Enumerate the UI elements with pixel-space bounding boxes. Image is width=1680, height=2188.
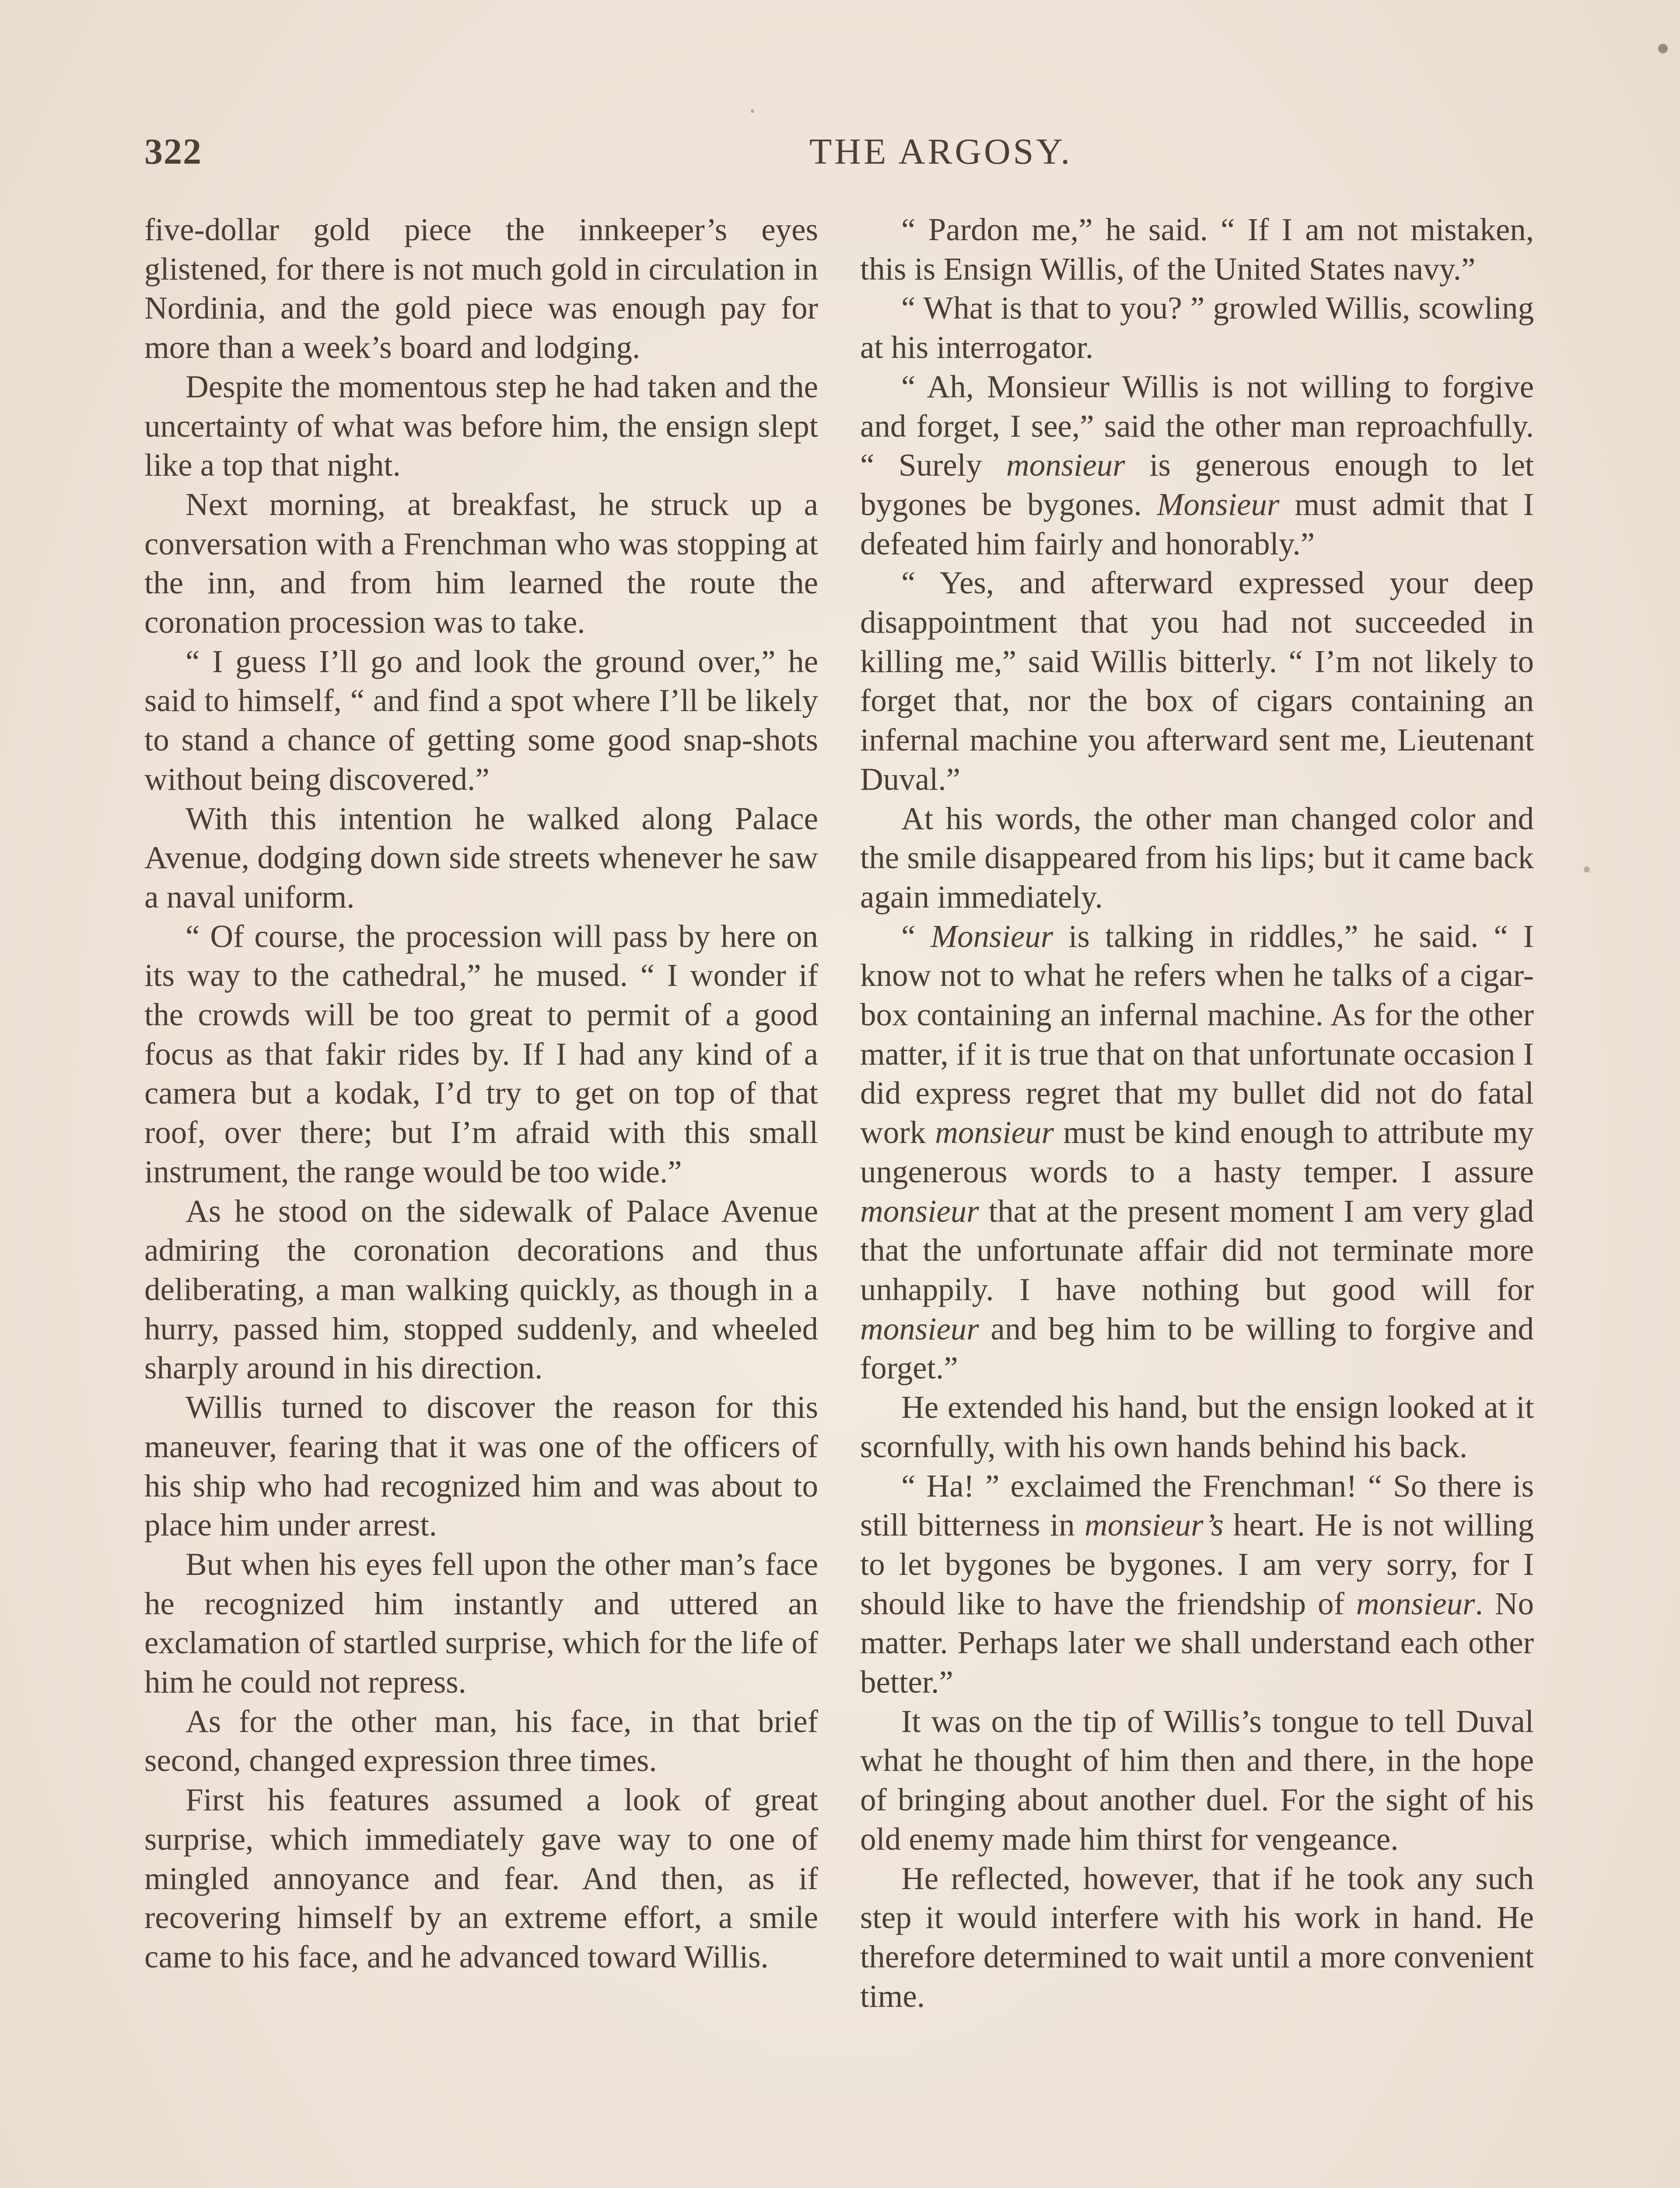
text-run: . No matter. Perhaps later we shall understand each other better.” bbox=[860, 1585, 1534, 1700]
text-run: He reflected, however, that if he took any such step it would interfere with his work in hand. He therefore determined to wait until a more convenient time. bbox=[860, 1860, 1534, 2014]
paragraph bbox=[144, 485, 818, 642]
paragraph bbox=[860, 1859, 1534, 2016]
left-text-column bbox=[144, 210, 818, 1977]
text-run: With this intention he walked along Palace Avenue, dodging down side streets whenever he saw a naval uniform. bbox=[144, 800, 818, 915]
italic-text: monsieur bbox=[1006, 447, 1125, 483]
text-run: Despite the momentous step he had taken and the uncertainty of what was before him, the ensign slept like a top that night. bbox=[144, 368, 818, 483]
text-run: “ bbox=[901, 918, 931, 954]
paragraph bbox=[144, 210, 818, 367]
text-run: First his features assumed a look of great surprise, which immediately gave way to one of mingled annoyance and fear. And then, as if recovering himself by an extreme effort, a smile came to his face, and he advanced toward Willis. bbox=[144, 1782, 818, 1974]
right-text-column bbox=[860, 210, 1534, 2016]
text-run: must admit that I defeated him fairly and honorably.” bbox=[860, 486, 1534, 561]
text-run: five-dollar gold piece the innkeeper’s eyes glistened, for there is not much gold in circulation in Nordinia, and the gold piece was enough pay for more than a week’s board and lodging. bbox=[144, 212, 818, 365]
italic-text: Monsieur bbox=[1157, 486, 1280, 522]
text-run: is talking in riddles,” he said. “ I know not to what he refers when he talks of a cigar-box containing an infernal machine. As for the other matter, if it is true that on that unfortunate occasion I did express regret that my bullet did not do fatal work bbox=[860, 918, 1534, 1150]
paragraph bbox=[144, 367, 818, 485]
text-run: “ Ha! ” exclaimed the Frenchman! “ So there is still bitterness in bbox=[860, 1468, 1534, 1543]
paper-speck bbox=[1658, 44, 1668, 53]
paragraph bbox=[860, 1702, 1534, 1859]
text-run: At his words, the other man changed color and the smile disappeared from his lips; but it came back again immediately. bbox=[860, 800, 1534, 915]
paragraph bbox=[144, 1388, 818, 1545]
paragraph bbox=[144, 917, 818, 1192]
italic-text: monsieur bbox=[1356, 1585, 1475, 1621]
text-run: He extended his hand, but the ensign looked at it scornfully, with his own hands behind his back. bbox=[860, 1389, 1534, 1464]
text-run: “ Pardon me,” he said. “ If I am not mistaken, this is Ensign Willis, of the United States navy.” bbox=[860, 212, 1534, 287]
paragraph bbox=[860, 288, 1534, 367]
text-run: “ Ah, Monsieur Willis is not willing to forgive and forget, I see,” said the other man reproachfully. “ Surely bbox=[860, 368, 1534, 483]
italic-text: monsieur bbox=[860, 1193, 979, 1229]
text-run: “ What is that to you? ” growled Willis, scowling at his interrogator. bbox=[860, 290, 1534, 365]
text-run: “ I guess I’ll go and look the ground over,” he said to himself, “ and find a spot where I’ll be likely to stand a chance of getting some good snap-shots without being discovered.” bbox=[144, 643, 818, 797]
paragraph bbox=[860, 1466, 1534, 1702]
text-run: As he stood on the sidewalk of Palace Avenue admiring the coronation decorations and thus deliberating, a man walking quickly, as though in a hurry, passed him, stopped suddenly, and wheeled sharply around in his direction. bbox=[144, 1193, 818, 1386]
text-run: “ Yes, and afterward expressed your deep disappointment that you had not succeeded in killing me,” said Willis bitterly. “ I’m not likely to forget that, nor the box of cigars containing an infernal machine you afterward sent me, Lieutenant Duval.” bbox=[860, 565, 1534, 797]
paragraph bbox=[860, 1388, 1534, 1466]
page-number: 322 bbox=[144, 131, 202, 172]
running-title: THE ARGOSY. bbox=[809, 131, 1073, 172]
text-run: heart. He is not willing to let bygones be bygones. I am very sorry, for I should like to have the friendship of bbox=[860, 1507, 1534, 1621]
paragraph bbox=[144, 1192, 818, 1388]
paper-speck bbox=[751, 109, 754, 113]
text-run: Next morning, at breakfast, he struck up a conversation with a Frenchman who was stopping at the inn, and from him learned the route the coronation procession was to take. bbox=[144, 486, 818, 640]
paragraph bbox=[144, 799, 818, 917]
paragraph bbox=[860, 210, 1534, 288]
paragraph bbox=[860, 799, 1534, 917]
italic-text: Monsieur bbox=[931, 918, 1054, 954]
text-run: “ Of course, the procession will pass by here on its way to the cathedral,” he mused. “ I wonder if the crowds will be too great to permit of a good focus as that fakir rides by. If I had any kind of a camera but a kodak, I’d try to get on top of that roof, over there; but I’m afraid with this small instrument, the range would be too wide.” bbox=[144, 918, 818, 1189]
paragraph bbox=[144, 1780, 818, 1977]
text-run: and beg him to be willing to forgive and forget.” bbox=[860, 1311, 1534, 1386]
italic-text: monsieur bbox=[860, 1311, 979, 1346]
paragraph bbox=[860, 917, 1534, 1388]
paragraph bbox=[144, 642, 818, 799]
text-run: is generous enough to let bygones be bygones. bbox=[860, 447, 1534, 522]
text-run: It was on the tip of Willis’s tongue to tell Duval what he thought of him then and there, in the hope of bringing about another duel. For the sight of his old enemy made him thirst for vengeance. bbox=[860, 1703, 1534, 1857]
paragraph bbox=[860, 367, 1534, 564]
text-run: that at the present moment I am very glad that the unfortunate affair did not terminate more unhappily. I have nothing but good will for bbox=[860, 1193, 1534, 1307]
paper-speck bbox=[1584, 866, 1590, 873]
paragraph bbox=[144, 1702, 818, 1780]
text-run: Willis turned to discover the reason for this maneuver, fearing that it was one of the officers of his ship who had recognized him and was about to place him under arrest. bbox=[144, 1389, 818, 1543]
page-header bbox=[144, 130, 1536, 179]
text-run: must be kind enough to attribute my ungenerous words to a hasty temper. I assure bbox=[860, 1115, 1534, 1189]
text-run: But when his eyes fell upon the other man’s face he recognized him instantly and uttered an exclamation of startled surprise, which for the life of him he could not repress. bbox=[144, 1546, 818, 1700]
text-run: As for the other man, his face, in that brief second, changed expression three times. bbox=[144, 1703, 818, 1778]
italic-text: monsieur bbox=[935, 1115, 1054, 1150]
paragraph bbox=[860, 563, 1534, 799]
paragraph bbox=[144, 1545, 818, 1702]
italic-text: monsieur’s bbox=[1084, 1507, 1224, 1543]
